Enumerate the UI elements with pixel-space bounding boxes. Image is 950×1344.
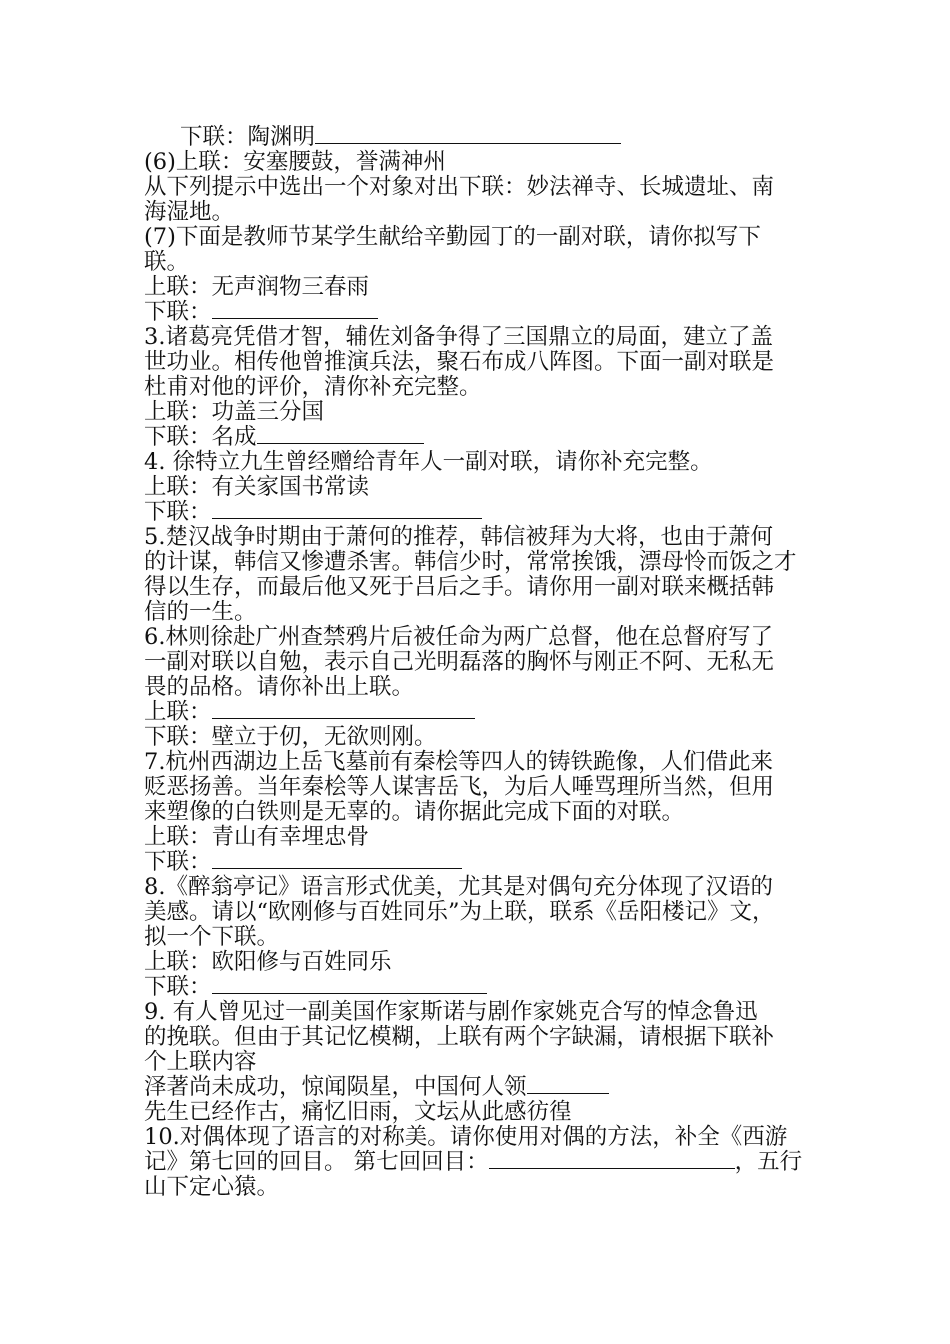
text-segment: 记》第七回的回目。 第七回回目： [144, 1149, 489, 1175]
text-line [144, 375, 482, 400]
text-line [144, 175, 774, 200]
upper-couplet-line [144, 825, 369, 850]
upper-couplet-line [144, 475, 369, 500]
text-segment: 的计谋，韩信又惨遭杀害。韩信少时，常常挨饿，漂母怜而饭之才 [144, 549, 797, 575]
text-segment: 泽著尚未成功，惊闻陨星，中国何人领 [144, 1074, 527, 1100]
text-segment: 4. 徐特立九生曾经赠给青年人一副对联，请你补充完整。 [144, 449, 713, 475]
text-segment: 美感。请以“欧刚修与百姓同乐”为上联，联系《岳阳楼记》文， [144, 899, 775, 925]
upper-couplet-line [144, 950, 392, 975]
text-segment: 上联： [144, 699, 212, 725]
text-line [144, 800, 684, 825]
text-line [144, 600, 257, 625]
text-segment: 下联： [144, 499, 212, 525]
text-segment: 拟一个下联。 [144, 924, 280, 950]
question-3-prompt [144, 325, 773, 350]
text-segment: 下联：壁立于仞，无欲则刚。 [144, 724, 437, 750]
upper-couplet-line [144, 275, 369, 300]
question-6-prompt [144, 625, 773, 650]
line-tao-yuanming [180, 125, 621, 150]
text-segment: 上联：欧阳修与百姓同乐 [144, 949, 392, 975]
text-line [144, 675, 414, 700]
text-segment: 个上联内容 [144, 1049, 257, 1075]
question-7-prompt [144, 225, 761, 250]
text-line [144, 550, 797, 575]
answer-blank[interactable] [212, 850, 462, 869]
text-line [144, 1175, 279, 1200]
text-segment: 5.楚汉战争时期由于萧何的推荐，韩信被拜为大将，也由于萧何 [144, 524, 773, 550]
text-segment: 上联：青山有幸埋忠骨 [144, 824, 370, 850]
text-segment: 信的一生。 [144, 599, 257, 625]
lower-couplet-line [144, 1100, 572, 1125]
text-segment: 8.《醉翁亭记》语言形式优美，尤其是对偶句充分体现了汉语的 [144, 874, 773, 900]
text-segment: 贬恶扬善。当年秦桧等人谋害岳飞，为后人唾骂理所当然，但用 [144, 774, 775, 800]
text-line [144, 250, 189, 275]
answer-blank[interactable] [212, 700, 475, 719]
text-segment: 畏的品格。请你补出上联。 [144, 674, 415, 700]
text-segment: 联。 [144, 249, 190, 275]
answer-blank[interactable] [527, 1075, 609, 1094]
question-9-prompt [144, 1000, 758, 1025]
text-segment: 下联： [144, 974, 212, 1000]
text-segment: 一副对联以自勉，表示自己光明磊落的胸怀与刚正不阿、无私无 [144, 649, 775, 675]
question-6-couplet [144, 150, 446, 175]
text-line [144, 200, 234, 225]
text-segment: (6)上联：安塞腰鼓，誉满神州 [144, 149, 446, 175]
text-line [144, 1150, 802, 1175]
text-line [144, 1025, 774, 1050]
text-segment: 上联：无声润物三春雨 [144, 274, 370, 300]
text-line [144, 350, 774, 375]
text-line [144, 925, 279, 950]
text-segment: 下联： [144, 299, 212, 325]
text-segment: 下联： [144, 849, 212, 875]
question-4-prompt [144, 450, 713, 475]
text-segment: 海湿地。 [144, 199, 235, 225]
answer-blank[interactable] [257, 425, 424, 444]
text-line [144, 575, 774, 600]
text-segment: 得以生存，而最后他又死于吕后之手。请你用一副对联来概括韩 [144, 574, 775, 600]
upper-couplet-line [144, 1075, 609, 1100]
text-segment: 从下列提示中选出一个对象对出下联：妙法禅寺、长城遗址、南 [144, 174, 775, 200]
text-segment: 10.对偶体现了语言的对称美。请你使用对偶的方法，补全《西游 [144, 1124, 788, 1150]
text-line [144, 900, 775, 925]
answer-blank[interactable] [315, 125, 621, 144]
text-line [144, 1050, 257, 1075]
answer-blank[interactable] [212, 975, 487, 994]
text-segment: 9. 有人曾见过一副美国作家斯诺与剧作家姚克合写的悼念鲁迅 [144, 999, 758, 1025]
text-segment: 世功业。相传他曾推演兵法，聚石布成八阵图。下面一副对联是 [144, 349, 775, 375]
text-segment: 先生已经作古，痛忆旧雨，文坛从此感彷徨 [144, 1099, 572, 1125]
text-segment: 3.诸葛亮凭借才智，辅佐刘备争得了三国鼎立的局面，建立了盖 [144, 324, 773, 350]
lower-couplet-line [144, 975, 487, 1000]
text-segment: 7.杭州西湖边上岳飞墓前有秦桧等四人的铸铁跪像，人们借此来 [144, 749, 773, 775]
upper-couplet-line [144, 700, 475, 725]
text-segment: 上联：有关家国书常读 [144, 474, 370, 500]
answer-blank[interactable] [212, 500, 482, 519]
text-segment: (7)下面是教师节某学生献给辛勤园丁的一副对联，请你拟写下 [144, 224, 761, 250]
text-line [144, 775, 774, 800]
lower-couplet-line [144, 850, 462, 875]
text-line [144, 650, 774, 675]
lower-couplet-line [144, 300, 378, 325]
text-segment: 山下定心猿。 [144, 1174, 280, 1200]
lower-couplet-line [144, 425, 424, 450]
text-segment: 下联：名成 [144, 424, 257, 450]
question-10-prompt [144, 1125, 787, 1150]
lower-couplet-line [144, 500, 482, 525]
question-8-prompt [144, 875, 773, 900]
question-5-prompt [144, 525, 773, 550]
answer-blank[interactable] [212, 300, 378, 319]
answer-blank[interactable] [489, 1150, 735, 1169]
lower-couplet-line [144, 725, 437, 750]
text-segment: 下联：陶渊明 [180, 124, 316, 150]
text-segment: 的挽联。但由于其记忆模糊，上联有两个字缺漏，请根据下联补 [144, 1024, 775, 1050]
upper-couplet-line [144, 400, 324, 425]
text-segment: ，五行 [734, 1149, 803, 1175]
text-segment: 上联：功盖三分国 [144, 399, 325, 425]
text-segment: 6.林则徐赴广州查禁鸦片后被任命为两广总督，他在总督府写了 [144, 624, 773, 650]
text-segment: 杜甫对他的评价，清你补充完整。 [144, 374, 482, 400]
text-segment: 来塑像的白铁则是无辜的。请你据此完成下面的对联。 [144, 799, 685, 825]
question-7-prompt [144, 750, 773, 775]
